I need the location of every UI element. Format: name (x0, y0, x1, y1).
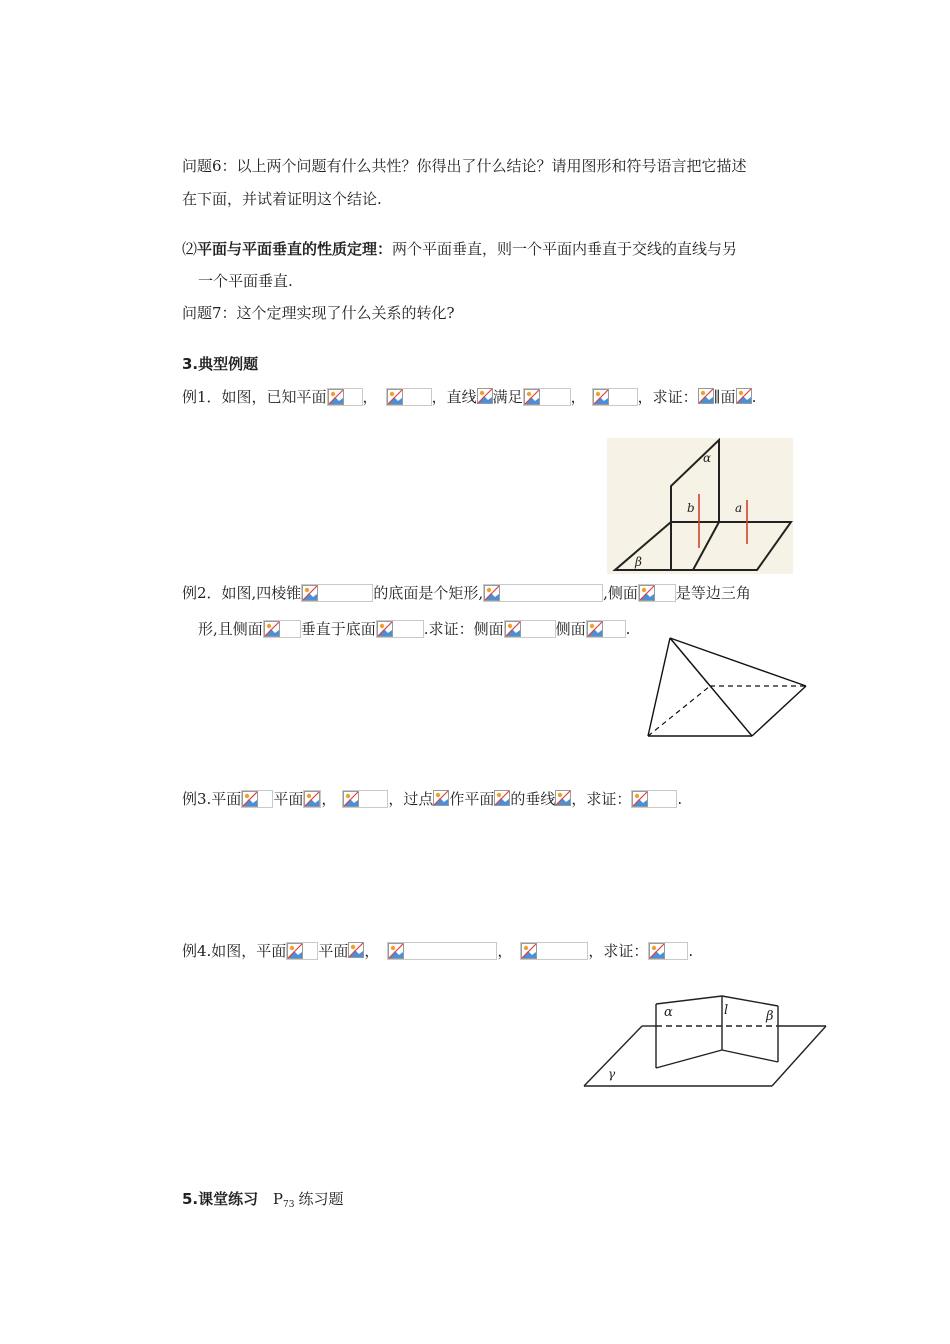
beta-label: β (635, 555, 642, 569)
example-2-part: 的底面是个矩形, (373, 584, 484, 602)
theorem-line-2: 一个平面垂直. (198, 272, 293, 290)
example-3-part: 作平面 (449, 790, 495, 808)
page-ref-letter: P (272, 1190, 284, 1208)
broken-image-icon (586, 620, 626, 638)
example-2-line-1 (182, 582, 751, 604)
example-2-line-2 (198, 618, 630, 640)
example-4-part: . (688, 942, 694, 960)
example-4-text (182, 940, 693, 962)
broken-image-icon (520, 942, 588, 960)
example-3-part: ， (321, 790, 337, 808)
example-2-part: ,侧面 (603, 584, 638, 602)
example-3-part: . (677, 790, 683, 808)
broken-image-icon (555, 790, 571, 808)
example-2-part: 形,且侧面 (198, 620, 263, 638)
broken-image-icon (631, 790, 677, 808)
example-1-figure (607, 438, 793, 574)
broken-image-icon (263, 620, 301, 638)
example-2-part: 例2．如图,四棱锥 (182, 584, 302, 602)
broken-image-icon (648, 942, 688, 960)
broken-image-icon (241, 790, 273, 808)
section-3-heading: 3.典型例题 (182, 355, 259, 373)
theorem-line-1 (182, 238, 737, 260)
broken-image-icon (286, 942, 318, 960)
example-3-text (182, 788, 682, 810)
broken-image-icon (638, 584, 676, 602)
theorem-title: 平面与平面垂直的性质定理 (197, 240, 378, 258)
beta-label: β (766, 1009, 774, 1024)
example-1-part: ，直线 (431, 388, 477, 406)
example-2-part: 垂直于底面 (300, 620, 376, 638)
broken-image-icon (477, 388, 493, 406)
example-2-part: . (625, 620, 631, 638)
a-label: a (735, 501, 743, 515)
example-2-part: 侧面 (555, 620, 586, 638)
example-3-part: 平面 (273, 790, 304, 808)
broken-image-icon (327, 388, 363, 406)
example-2-part: .求证：侧面 (423, 620, 504, 638)
broken-image-icon (592, 388, 638, 406)
example-1-part: ， (570, 388, 586, 406)
broken-image-icon (376, 620, 424, 638)
alpha-label: α (664, 1005, 673, 1020)
broken-image-icon (483, 584, 603, 602)
example-3-part: ，求证： (571, 790, 632, 808)
example-1-part: 满足 (492, 388, 523, 406)
example-1-part: . (751, 388, 757, 406)
example-4-figure (582, 994, 830, 1090)
example-2-figure (640, 634, 812, 742)
alpha-label: α (703, 451, 712, 465)
section-5-title: 5.课堂练习 (182, 1190, 259, 1208)
broken-image-icon (342, 790, 388, 808)
question-6-line-1: 问题6：以上两个问题有什么共性？你得出了什么结论？请用图形和符号语言把它描述 (182, 157, 747, 175)
broken-image-icon (387, 942, 497, 960)
broken-image-icon (301, 584, 373, 602)
example-4-part: 例4.如图，平面 (182, 942, 287, 960)
l-label: l (724, 1003, 729, 1018)
page-ref-number: 73 (283, 1200, 295, 1210)
broken-image-icon (303, 790, 321, 808)
broken-image-icon (736, 388, 752, 406)
broken-image-icon (504, 620, 556, 638)
broken-image-icon (523, 388, 571, 406)
broken-image-icon (348, 942, 364, 960)
example-4-part: ， (364, 942, 380, 960)
example-3-part: ，过点 (388, 790, 434, 808)
example-4-part: ，求证： (588, 942, 649, 960)
broken-image-icon (433, 790, 449, 808)
example-1-part: ，求证： (637, 388, 698, 406)
theorem-prefix: ⑵ (182, 240, 198, 258)
gamma-label: γ (608, 1067, 616, 1081)
example-2-part: 是等边三角 (675, 584, 751, 602)
question-7: 问题7：这个定理实现了什么关系的转化? (182, 304, 455, 322)
exercise-ref-text: 练习题 (298, 1190, 344, 1208)
example-1-text (182, 386, 756, 408)
broken-image-icon (494, 790, 510, 808)
example-1-part: 例1．如图，已知平面 (182, 388, 327, 406)
question-6-line-2: 在下面，并试着证明这个结论. (182, 190, 382, 208)
example-3-part: 的垂线 (510, 790, 556, 808)
theorem-text-1: 两个平面垂直，则一个平面内垂直于交线的直线与另 (392, 240, 738, 258)
example-4-part: ， (497, 942, 513, 960)
example-1-part: ∥面 (713, 388, 736, 406)
example-4-part: 平面 (318, 942, 349, 960)
b-label: b (687, 501, 695, 515)
example-3-part: 例3.平面 (182, 790, 242, 808)
broken-image-icon (386, 388, 432, 406)
theorem-colon: ： (377, 240, 393, 258)
broken-image-icon (698, 388, 714, 406)
example-1-part: ， (362, 388, 378, 406)
section-5-heading (182, 1188, 343, 1216)
